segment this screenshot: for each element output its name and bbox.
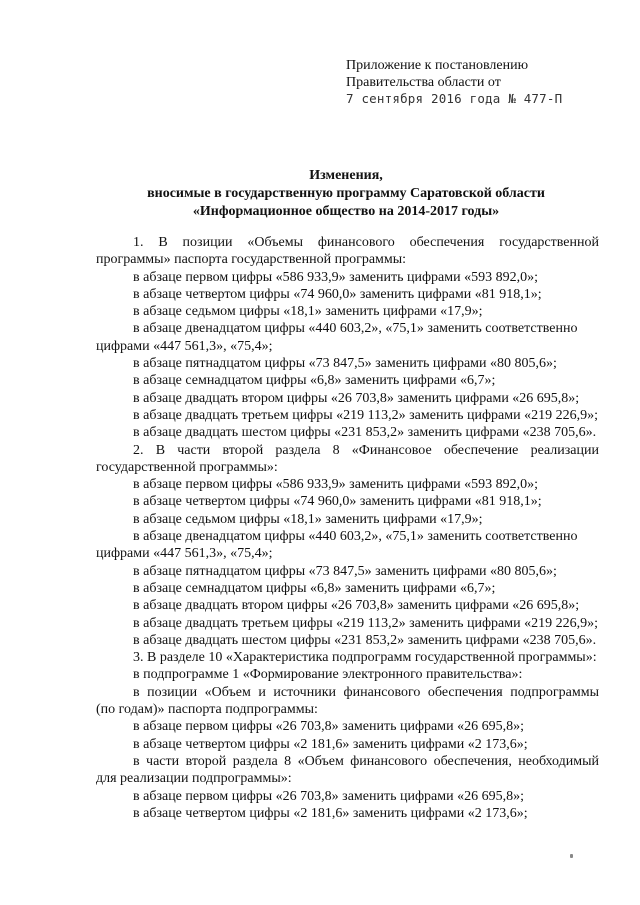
- text-line: в подпрограмме 1 «Формирование электронного правительства»:: [133, 667, 523, 683]
- scan-mark: [570, 854, 573, 858]
- title-line-2: вносимые в государственную программу Саратовской области: [147, 186, 545, 201]
- text-line: в абзаце двадцать втором цифры «26 703,8» заменить цифрами «26 695,8»;: [133, 598, 580, 614]
- text-line: для реализации подпрограммы»:: [96, 771, 292, 787]
- text-line: в абзаце двенадцатом цифры «440 603,2», «75,1» заменить соответственно: [133, 321, 578, 337]
- text-line: программы» паспорта государственной программы:: [96, 252, 407, 268]
- document-body: [96, 234, 599, 822]
- text-line: в абзаце четвертом цифры «2 181,6» заменить цифрами «2 173,6»;: [133, 805, 528, 821]
- text-line: в абзаце двадцать шестом цифры «231 853,2» заменить цифрами «238 705,6».: [133, 632, 597, 648]
- text-line: цифрами «447 561,3», «75,4»;: [96, 546, 273, 562]
- stamp-date: 7 сентября 2016 года № 477-П: [346, 91, 563, 106]
- text-line: в позиции «Объем и источники финансового обеспечения подпрограммы: [133, 684, 599, 700]
- stamp-line-2: Правительства области от: [346, 74, 501, 90]
- text-line: в абзаце первом цифры «26 703,8» заменить цифрами «26 695,8»;: [133, 788, 524, 804]
- text-line: в абзаце первом цифры «586 933,9» заменить цифрами «593 892,0»;: [133, 269, 538, 285]
- text-line: в абзаце четвертом цифры «2 181,6» заменить цифрами «2 173,6»;: [133, 736, 528, 752]
- text-line: цифрами «447 561,3», «75,4»;: [96, 338, 273, 354]
- text-line: в абзаце седьмом цифры «18,1» заменить цифрами «17,9»;: [133, 511, 483, 527]
- text-line: в абзаце семнадцатом цифры «6,8» заменить цифрами «6,7»;: [133, 580, 496, 596]
- text-line: 1. В позиции «Объемы финансового обеспечения государственной: [133, 235, 599, 250]
- approval-stamp: [346, 58, 616, 108]
- text-line: в абзаце седьмом цифры «18,1» заменить цифрами «17,9»;: [133, 304, 483, 320]
- text-line: в абзаце четвертом цифры «74 960,0» заменить цифрами «81 918,1»;: [133, 286, 542, 302]
- text-line: в абзаце семнадцатом цифры «6,8» заменить цифрами «6,7»;: [133, 373, 496, 389]
- text-line: в абзаце первом цифры «586 933,9» заменить цифрами «593 892,0»;: [133, 477, 538, 493]
- text-line: в абзаце пятнадцатом цифры «73 847,5» заменить цифрами «80 805,6»;: [133, 356, 557, 372]
- text-line: в абзаце двадцать третьем цифры «219 113,2» заменить цифрами «219 226,9»;: [133, 407, 598, 423]
- title-line-3: «Информационное общество на 2014-2017 годы»: [192, 204, 500, 219]
- text-line: в абзаце пятнадцатом цифры «73 847,5» заменить цифрами «80 805,6»;: [133, 563, 557, 579]
- text-line: 2. В части второй раздела 8 «Финансовое обеспечение реализации: [133, 442, 599, 458]
- title-line-1: Изменения,: [309, 168, 383, 183]
- text-line: (по годам)» паспорта подпрограммы:: [96, 702, 318, 718]
- text-line: в абзаце двадцать шестом цифры «231 853,2» заменить цифрами «238 705,6».: [133, 425, 597, 441]
- text-line: в абзаце двадцать третьем цифры «219 113,2» заменить цифрами «219 226,9»;: [133, 615, 598, 631]
- text-line: 3. В разделе 10 «Характеристика подпрограмм государственной программы»:: [133, 650, 597, 666]
- document-title: [96, 167, 596, 221]
- stamp-line-1: Приложение к постановлению: [346, 58, 529, 73]
- text-line: в части второй раздела 8 «Объем финансового обеспечения, необходимый: [133, 753, 599, 769]
- text-line: в абзаце первом цифры «26 703,8» заменить цифрами «26 695,8»;: [133, 719, 524, 735]
- text-line: государственной программы»:: [96, 459, 278, 475]
- text-line: в абзаце двенадцатом цифры «440 603,2», «75,1» заменить соответственно: [133, 529, 578, 545]
- text-line: в абзаце четвертом цифры «74 960,0» заменить цифрами «81 918,1»;: [133, 494, 542, 510]
- text-line: в абзаце двадцать втором цифры «26 703,8» заменить цифрами «26 695,8»;: [133, 390, 580, 406]
